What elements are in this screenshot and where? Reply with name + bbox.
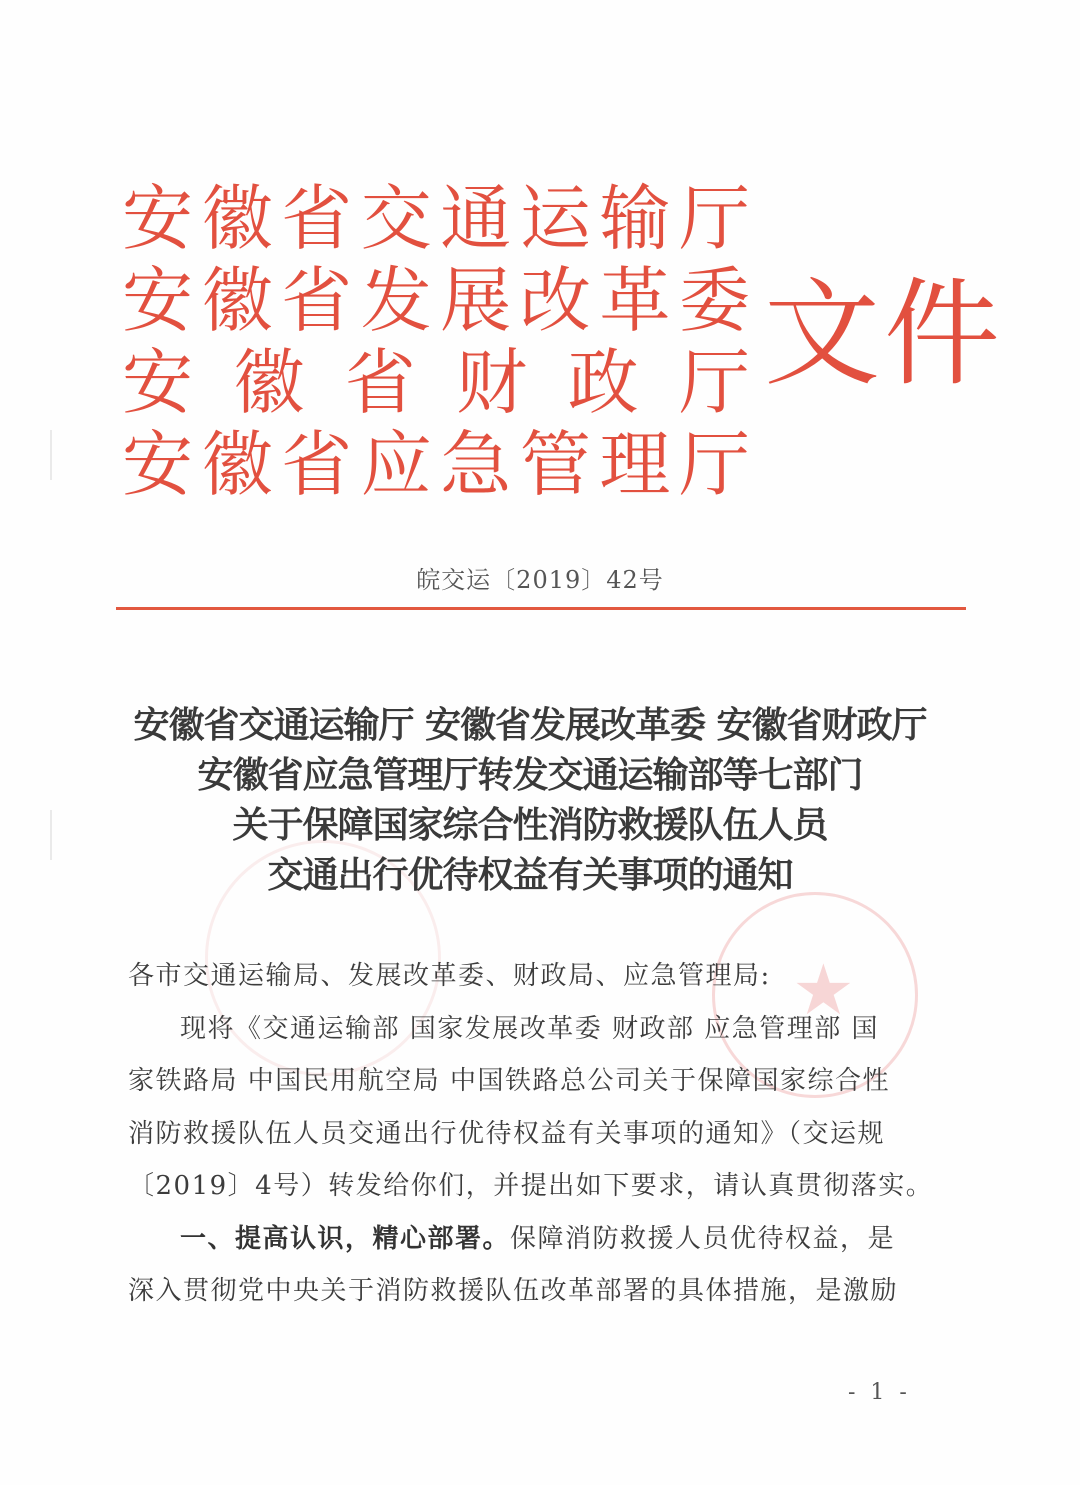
binding-hole-mark [50,810,52,860]
title-line: 安徽省交通运输厅 安徽省发展改革委 安徽省财政厅 [133,704,927,746]
issuer-line-emergency: 安 徽 省 应 急 管 理 厅 [122,423,750,506]
document-title [100,700,960,900]
salutation: 各市交通运输局、发展改革委、财政局、应急管理局: [128,961,771,991]
issuer-list [122,178,762,506]
binding-hole-mark [50,430,52,480]
page-number: - 1 - [848,1380,911,1405]
document-letterhead [122,178,1002,508]
issuer-line-transport: 安 徽 省 交 通 运 输 厅 [122,177,750,260]
paragraph-line: 现将《交通运输部 国家发展改革委 财政部 应急管理部 国 [180,1013,880,1044]
paragraph-line: 深入贯彻党中央关于消防救援队伍改革部署的具体措施，是激励 [128,1276,899,1306]
seal-star-icon: ★ [792,949,855,1031]
section-1-line [128,1213,918,1266]
red-divider-line [116,607,966,610]
document-number: 皖交运〔2019〕42号 [416,566,664,594]
paragraph-line: 消防救援队伍人员交通出行优待权益有关事项的通知》（交运规 [128,1118,886,1149]
section-1-heading: 一、提高认识，精心部署。 [180,1223,511,1254]
title-line: 交通出行优待权益有关事项的通知 [267,854,793,896]
issuer-line-finance: 安 徽 省 财 政 厅 [122,341,750,424]
title-line: 关于保障国家综合性消防救援队伍人员 [232,804,828,846]
document-type-label: 文件 [764,267,1004,402]
document-body [128,950,934,1318]
title-line: 安徽省应急管理厅转发交通运输部等七部门 [197,754,863,796]
issuer-line-development-reform: 安 徽 省 发 展 改 革 委 [122,259,750,342]
section-1-text: 保障消防救援人员优待权益，是 [510,1223,896,1254]
paragraph-line: 家铁路局 中国民用航空局 中国铁路总公司关于保障国家综合性 [128,1066,891,1096]
paragraph-line: 〔2019〕4号）转发给你们，并提出如下要求，请认真贯彻落实。 [128,1171,934,1201]
